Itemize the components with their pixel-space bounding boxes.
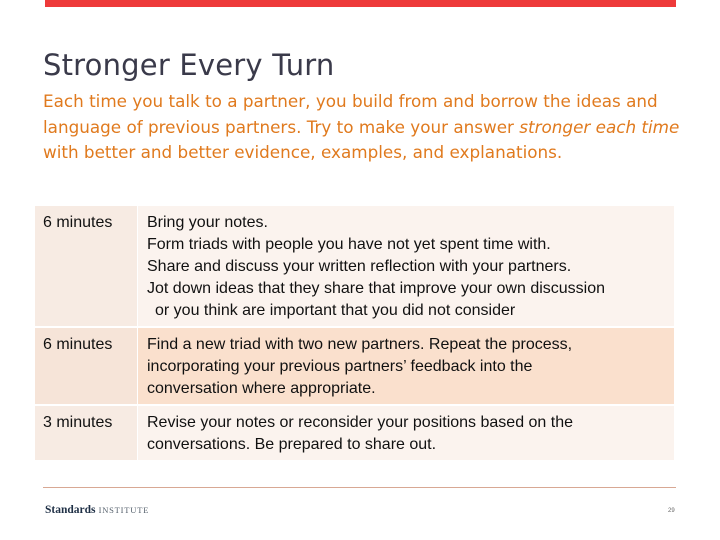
- schedule-time: 6 minutes: [35, 206, 137, 326]
- activity-line: conversation where appropriate.: [147, 380, 376, 397]
- activity-line: Jot down ideas that they share that improve your own discussion: [147, 280, 606, 297]
- slide-title: Stronger Every Turn: [43, 48, 335, 82]
- slide-intro: [43, 89, 683, 166]
- schedule-row: [35, 404, 674, 460]
- intro-text-start: Each time you talk to a partner, you build from and borrow the ideas and language of previous partners. Try to make your answer: [43, 91, 658, 137]
- top-accent-bar: [45, 0, 676, 7]
- schedule-row: [35, 326, 674, 404]
- schedule-time: 3 minutes: [35, 406, 137, 460]
- intro-text-end: with better and better evidence, examples, and explanations.: [43, 142, 563, 163]
- footer-divider: [43, 487, 676, 488]
- activity-line: incorporating your previous partners’ feedback into the: [147, 358, 533, 375]
- page-number: 29: [668, 508, 675, 514]
- activity-line: Bring your notes.: [147, 214, 268, 231]
- schedule-activity: [137, 328, 674, 404]
- activity-line: Find a new triad with two new partners. Repeat the process,: [147, 336, 573, 353]
- logo-institute: INSTITUTE: [98, 505, 150, 515]
- activity-line: conversations. Be prepared to share out.: [147, 436, 437, 453]
- activity-line: Share and discuss your written reflection with your partners.: [147, 258, 572, 275]
- footer-logo: [45, 504, 149, 516]
- schedule-activity: [137, 406, 674, 460]
- logo-brand: Standards: [45, 504, 96, 516]
- schedule-activity: [137, 206, 674, 326]
- activity-line: Form triads with people you have not yet spent time with.: [147, 236, 551, 253]
- activity-line: Revise your notes or reconsider your positions based on the: [147, 414, 574, 431]
- activity-line: or you think are important that you did not consider: [155, 302, 516, 319]
- intro-emphasis: stronger each time: [519, 116, 680, 137]
- schedule-time: 6 minutes: [35, 328, 137, 404]
- schedule-table: [35, 206, 674, 460]
- schedule-row: [35, 206, 674, 326]
